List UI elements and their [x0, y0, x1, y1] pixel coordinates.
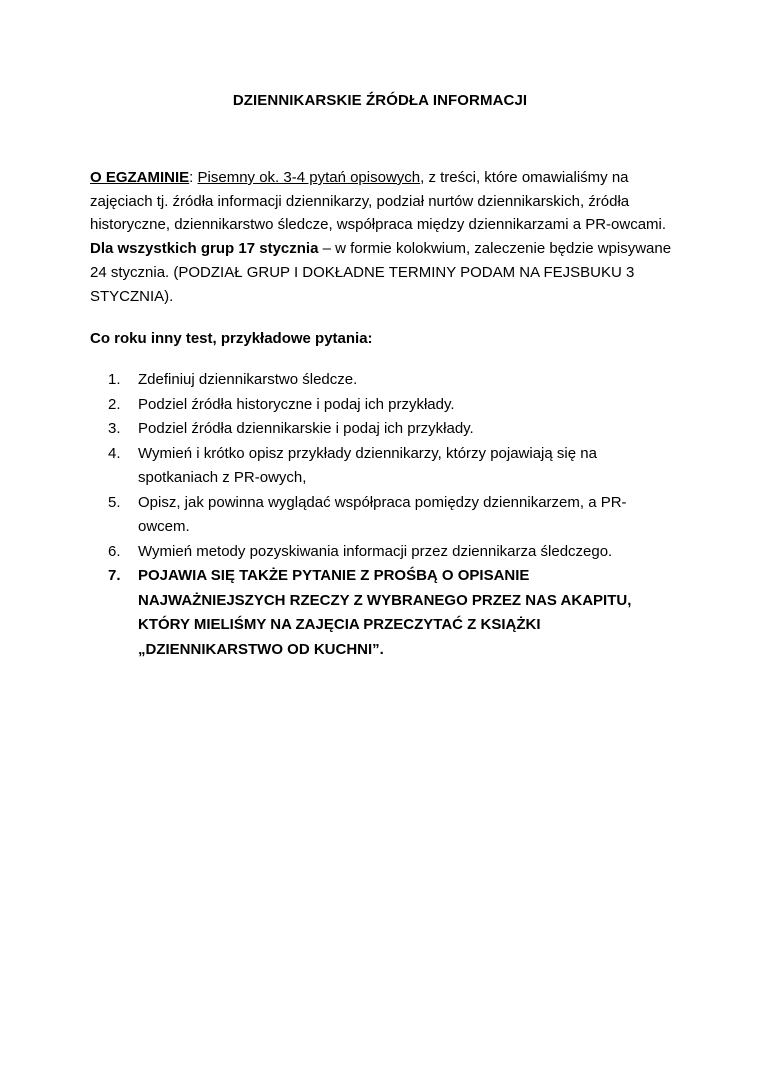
- question-text: Opisz, jak powinna wyglądać współpraca pomiędzy dziennikarzem, a PR-owcem.: [138, 493, 627, 535]
- question-text: POJAWIA SIĘ TAKŻE PYTANIE Z PROŚBĄ O OPISANIE NAJWAŻNIEJSZYCH RZECZY Z WYBRANEGO PRZEZ NAS AKAPITU, KTÓRY MIELIŚMY NA ZAJĘCIA PRZECZYTAĆ Z KSIĄŻKI „DZIENNIKARSTWO OD KUCHNI”.: [138, 567, 632, 658]
- question-item: [108, 417, 678, 442]
- question-item: [108, 368, 678, 393]
- question-number: 2.: [108, 395, 121, 413]
- question-item: [108, 393, 678, 418]
- question-item: [108, 564, 678, 662]
- sample-questions-heading: Co roku inny test, przykładowe pytania:: [90, 330, 373, 347]
- question-item: [108, 491, 678, 540]
- exam-date-text: Dla wszystkich grup 17 stycznia: [90, 240, 319, 258]
- question-item: [108, 442, 678, 491]
- question-text: Zdefiniuj dziennikarstwo śledcze.: [138, 371, 358, 388]
- question-text: Podziel źródła dziennikarskie i podaj ich przykłady.: [138, 420, 474, 437]
- exam-colon: :: [189, 169, 198, 186]
- question-text: Wymień i krótko opisz przykłady dziennikarzy, którzy pojawiają się na spotkaniach z PR-owych,: [138, 444, 597, 486]
- exam-label: O EGZAMINIE: [90, 169, 190, 186]
- question-number: 5.: [108, 493, 121, 511]
- question-text: Wymień metody pozyskiwania informacji przez dziennikarza śledczego.: [138, 542, 613, 560]
- question-number: 4.: [108, 444, 121, 462]
- document-title: DZIENNIKARSKIE ŹRÓDŁA INFORMACJI: [232, 92, 528, 109]
- question-number: 3.: [108, 420, 121, 437]
- question-number: 1.: [108, 371, 121, 388]
- sample-questions-list: [108, 368, 678, 662]
- exam-info-paragraph: [90, 166, 680, 308]
- question-number: 7.: [108, 567, 121, 584]
- question-text: Podziel źródła historyczne i podaj ich przykłady.: [138, 395, 455, 413]
- question-number: 6.: [108, 542, 121, 560]
- exam-format-text: Pisemny ok. 3-4 pytań opisowych: [197, 169, 421, 186]
- exam-details-text: – w formie kolokwium, zaleczenie będzie wpisywane 24 stycznia. (PODZIAŁ GRUP I DOKŁADNE TERMINY PODAM NA FEJSBUKU 3 STYCZNIA).: [90, 240, 672, 305]
- question-item: [108, 540, 678, 565]
- exam-scope-text: , z treści, które omawialiśmy na zajęciach tj. źródła informacji dziennikarzy, podział nurtów dziennikarskich, źródła historyczne, dziennikarstwo śledcze, współpraca między dziennikarzami a PR-owcami.: [90, 169, 667, 234]
